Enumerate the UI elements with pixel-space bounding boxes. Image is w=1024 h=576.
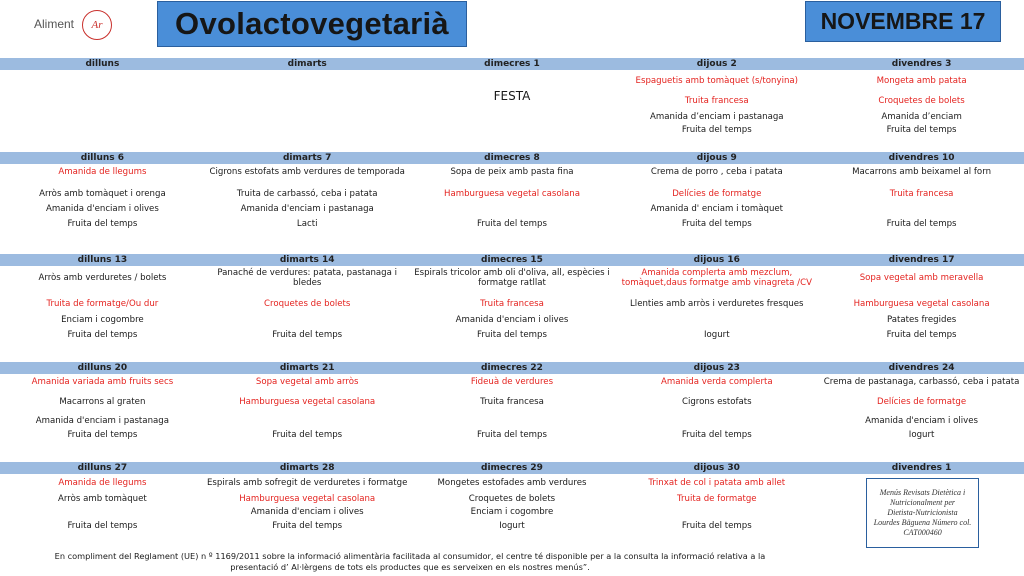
dish-item: Mongeta amb patata [876, 76, 967, 86]
dish-item: Arròs amb verduretes / bolets [38, 273, 167, 283]
day-column [205, 374, 410, 462]
dish-item: Fruita del temps [67, 219, 138, 229]
day-header: divendres 17 [888, 255, 955, 265]
week-body [0, 70, 1024, 152]
stamp-line: Nutricionalment per [889, 498, 956, 507]
allergen-notice-line: presentació d’ Al·lèrgens de tots els productes que es serveixen en els nostres menús”. [230, 562, 590, 572]
dish-item: Amanida d’enciam [881, 112, 962, 122]
dish-item [412, 204, 613, 214]
dish-item: Fruita del temps [272, 330, 343, 340]
dish-item [616, 507, 817, 517]
dish-item: Fruita del temps [67, 521, 138, 531]
week-block [0, 58, 1024, 152]
stamp-line: Dietista-Nutricionista [887, 508, 958, 517]
day-column [0, 70, 205, 152]
day-header: dimarts 28 [279, 463, 335, 473]
dietitian-stamp [866, 478, 979, 548]
month-label: NOVEMBRE 17 [820, 8, 986, 34]
day-column [614, 374, 819, 462]
dish-item: Hamburguesa vegetal casolana [239, 494, 376, 504]
dish-item: Espaguetis amb tomàquet (s/tonyina) [635, 76, 799, 86]
dish-item: Hamburguesa vegetal casolana [443, 189, 580, 199]
dish-item: Enciam i cogombre [61, 315, 144, 325]
dish-item [207, 315, 408, 325]
dish-item: Croquetes de bolets [264, 299, 351, 309]
day-column [0, 164, 205, 254]
day-column [410, 70, 615, 152]
stamp-line: Lourdes Bäguena Número col. [873, 518, 972, 527]
day-column [614, 266, 819, 362]
day-header: dijous 30 [693, 463, 740, 473]
day-column [819, 374, 1024, 462]
dish-item [616, 315, 817, 325]
week-body [0, 374, 1024, 462]
dish-item: Cigrons estofats amb verdures de temporada [209, 167, 405, 177]
day-column [410, 474, 615, 552]
day-column [0, 374, 205, 462]
day-header: dimarts 21 [279, 363, 335, 373]
day-header: dilluns [85, 59, 120, 69]
dish-item: Macarrons al graten [59, 397, 146, 407]
day-header: dimarts 7 [282, 153, 332, 163]
dish-item: Fruita del temps [681, 521, 752, 531]
dish-item: Amanida d'enciam i olives [865, 416, 978, 426]
day-column [205, 164, 410, 254]
dish-item: Crema de pastanaga, carbassó, ceba i patata [823, 377, 1020, 387]
day-header: divendres 3 [891, 59, 952, 69]
dish-item [821, 204, 1022, 214]
day-column [614, 164, 819, 254]
day-column [205, 266, 410, 362]
day-column [819, 164, 1024, 254]
week-header-row [0, 362, 1024, 374]
holiday-label: FESTA [493, 89, 531, 103]
dish-item: Sopa vegetal amb meravella [859, 273, 984, 283]
dish-item: Truita de formatge/Ou dur [46, 299, 159, 309]
stamp-line: Menús Revisats Dietètica i [879, 488, 966, 497]
day-column [0, 474, 205, 552]
dish-item: Iogurt [908, 430, 935, 440]
dish-item: Delícies de formatge [876, 397, 967, 407]
day-header: dimecres 29 [481, 463, 543, 473]
day-header: dimarts 14 [279, 255, 335, 265]
day-header: dimecres 15 [481, 255, 543, 265]
allergen-notice-line: En compliment del Reglament (UE) n º 1169/2011 sobre la informació alimentària facilitada al consumidor, el centre té disponible per a la consulta la informació relativa a la [54, 551, 766, 561]
day-header: divendres 1 [891, 463, 952, 473]
dish-item: Amanida complerta amb mezclum, tomàquet,daus formatge amb vinagreta /CV [621, 268, 812, 288]
dish-item: Fruita del temps [477, 330, 547, 340]
week-body [0, 266, 1024, 362]
logo-mark: Ar [82, 10, 112, 40]
day-column [614, 70, 819, 152]
week-block [0, 152, 1024, 254]
dish-item: Sopa vegetal amb arròs [255, 377, 359, 387]
day-header: dijous 2 [696, 59, 737, 69]
allergen-notice [50, 551, 770, 573]
dish-item: Macarrons amb beixamel al forn [852, 167, 992, 177]
dish-item: Amanida d'enciam i pastanaga [240, 204, 374, 214]
day-header: dijous 9 [696, 153, 737, 163]
week-block [0, 254, 1024, 362]
dish-item: Amanida d'enciam i olives [250, 507, 364, 517]
dish-item: Fruita del temps [886, 219, 957, 229]
day-header: dilluns 6 [80, 153, 125, 163]
dish-item: Fruita del temps [681, 430, 752, 440]
dish-item: Fruita del temps [886, 330, 957, 340]
dish-item: Amanida d'enciam i olives [455, 315, 569, 325]
menu-title: Ovolactovegetarià [175, 6, 449, 41]
dish-item: Crema de porro , ceba i patata [650, 167, 783, 177]
dish-item: Sopa de peix amb pasta fina [450, 167, 574, 177]
day-header: dijous 23 [693, 363, 740, 373]
dish-item: Fruita del temps [272, 430, 343, 440]
dish-item: Fruita del temps [681, 125, 752, 135]
dish-item: Espirals tricolor amb oli d'oliva, all, espècies i formatge ratllat [414, 268, 610, 288]
month-box [805, 1, 1001, 42]
day-column [410, 164, 615, 254]
dish-item: Patates fregides [886, 315, 957, 325]
dish-item: Arròs amb tomàquet [58, 494, 147, 504]
day-header: dilluns 20 [77, 363, 128, 373]
day-header: dijous 16 [693, 255, 740, 265]
dish-item: Panaché de verdures: patata, pastanaga i bledes [217, 268, 398, 288]
dish-item: Fruita del temps [477, 219, 547, 229]
logo-text: Aliment [34, 17, 75, 31]
dish-item: Fruita del temps [681, 219, 752, 229]
dish-item: Llenties amb arròs i verduretes fresques [630, 299, 804, 309]
dish-item: Hamburguesa vegetal casolana [239, 397, 376, 407]
dish-item: Amanida de llegums [58, 167, 147, 177]
dish-item: Amanida d’enciam i pastanaga [649, 112, 784, 122]
dish-item: Amanida d' enciam i tomàquet [650, 204, 784, 214]
dish-item: Trinxat de col i patata amb allet [648, 478, 786, 488]
dish-item [412, 416, 613, 426]
dish-item [2, 507, 203, 517]
day-column [410, 266, 615, 362]
week-header-row [0, 254, 1024, 266]
dish-item: Cigrons estofats [681, 397, 752, 407]
dish-item: Truita francesa [684, 96, 749, 106]
week-header-row [0, 58, 1024, 70]
day-column [0, 266, 205, 362]
dish-item: Fruita del temps [67, 430, 138, 440]
day-header: dimecres 8 [484, 153, 540, 163]
logo [34, 8, 120, 48]
day-header: dimarts [287, 59, 327, 69]
day-header: divendres 10 [888, 153, 955, 163]
dish-item: Lacti [296, 219, 318, 229]
dish-item: Amanida variada amb fruits secs [31, 377, 174, 387]
dish-item [207, 416, 408, 426]
dish-item: Amanida d'enciam i pastanaga [35, 416, 170, 426]
day-header: dimecres 22 [481, 363, 543, 373]
stamp-line: CAT000460 [903, 528, 942, 537]
dish-item: Croquetes de bolets [878, 96, 965, 106]
dish-item: Iogurt [703, 330, 730, 340]
day-column [614, 474, 819, 552]
day-column [410, 374, 615, 462]
dish-item: Enciam i cogombre [470, 507, 554, 517]
dish-item: Croquetes de bolets [468, 494, 556, 504]
day-column [819, 70, 1024, 152]
dish-item: Amanida d'enciam i olives [45, 204, 159, 214]
dish-item: Truita francesa [480, 397, 544, 407]
day-header: dilluns 27 [77, 463, 128, 473]
dish-item: Iogurt [499, 521, 525, 531]
day-header: divendres 24 [888, 363, 955, 373]
dish-item: Fruita del temps [272, 521, 343, 531]
day-header: dilluns 13 [77, 255, 128, 265]
week-body [0, 164, 1024, 254]
dish-item: Arròs amb tomàquet i orenga [39, 189, 166, 199]
dish-item: Truita francesa [889, 189, 954, 199]
dish-item [616, 416, 817, 426]
day-column [819, 266, 1024, 362]
dish-item: Fruita del temps [477, 430, 547, 440]
day-column [205, 70, 410, 152]
dish-item: Amanida de llegums [58, 478, 147, 488]
week-block [0, 362, 1024, 462]
dish-item: Hamburguesa vegetal casolana [853, 299, 990, 309]
dish-item: Amanida verda complerta [660, 377, 773, 387]
dish-item: Truita de carbassó, ceba i patata [236, 189, 378, 199]
menu-title-box [157, 1, 467, 47]
dish-item: Delícies de formatge [672, 189, 762, 199]
day-column [205, 474, 410, 552]
dish-item: Truita de formatge [676, 494, 757, 504]
dish-item: Fruita del temps [886, 125, 957, 135]
dish-item: Fideuà de verdures [470, 377, 554, 387]
day-header: dimecres 1 [484, 59, 540, 69]
dish-item: Fruita del temps [67, 330, 138, 340]
dish-item: Mongetes estofades amb verdures [437, 478, 587, 488]
dish-item: Espirals amb sofregit de verduretes i formatge [206, 478, 408, 488]
dish-item: Truita francesa [480, 299, 544, 309]
